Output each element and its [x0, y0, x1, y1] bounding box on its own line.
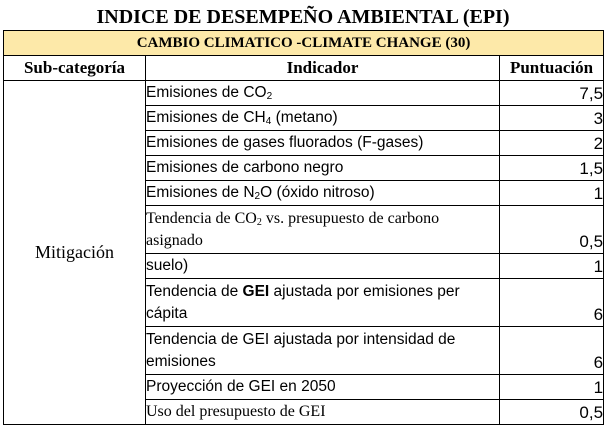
- indicator-cell: Tendencia de GEI ajustada por intensidad de emisiones: [146, 327, 500, 375]
- section-header-row: [4, 31, 604, 56]
- score-cell: 1: [500, 375, 604, 400]
- section-title: CAMBIO CLIMATICO -CLIMATE CHANGE (30): [4, 31, 604, 56]
- indicator-cell: Tendencia de GEI ajustada por emisiones per cápita: [146, 279, 500, 327]
- indicator-cell: Emisiones de $CH_4$ (metano): [146, 106, 500, 131]
- indicator-cell: Uso del presupuesto de GEI: [146, 400, 500, 425]
- subcategory-cell: Mitigación: [4, 81, 146, 425]
- score-cell: 6: [500, 327, 604, 375]
- score-cell: 1: [500, 181, 604, 206]
- indicator-cell: Emisiones de $N_2O$ (óxido nitroso): [146, 181, 500, 206]
- score-cell: 7,5: [500, 81, 604, 106]
- indicator-cell: Proyección de GEI en 2050: [146, 375, 500, 400]
- score-cell: 1: [500, 254, 604, 279]
- score-cell: 3: [500, 106, 604, 131]
- indicator-cell: suelo): [146, 254, 500, 279]
- page-title: INDICE DE DESEMPEÑO AMBIENTAL (EPI): [96, 6, 510, 28]
- score-cell: 6: [500, 279, 604, 327]
- epi-table: [3, 30, 604, 425]
- header-score: Puntuación: [500, 56, 604, 81]
- table-row: [4, 81, 604, 106]
- score-cell: 0,5: [500, 206, 604, 254]
- score-cell: 0,5: [500, 400, 604, 425]
- score-cell: 1,5: [500, 156, 604, 181]
- column-header-row: [4, 56, 604, 81]
- indicator-cell: Emisiones de gases fluorados (F-gases): [146, 131, 500, 156]
- indicator-cell: Emisiones de $CO_2$: [146, 81, 500, 106]
- indicator-cell: Emisiones de carbono negro: [146, 156, 500, 181]
- indicator-cell: Tendencia de $CO_2$ vs. presupuesto de carbono asignado: [146, 206, 500, 254]
- score-cell: 2: [500, 131, 604, 156]
- header-subcategory: Sub-categoría: [4, 56, 146, 81]
- header-indicator: Indicador: [146, 56, 500, 81]
